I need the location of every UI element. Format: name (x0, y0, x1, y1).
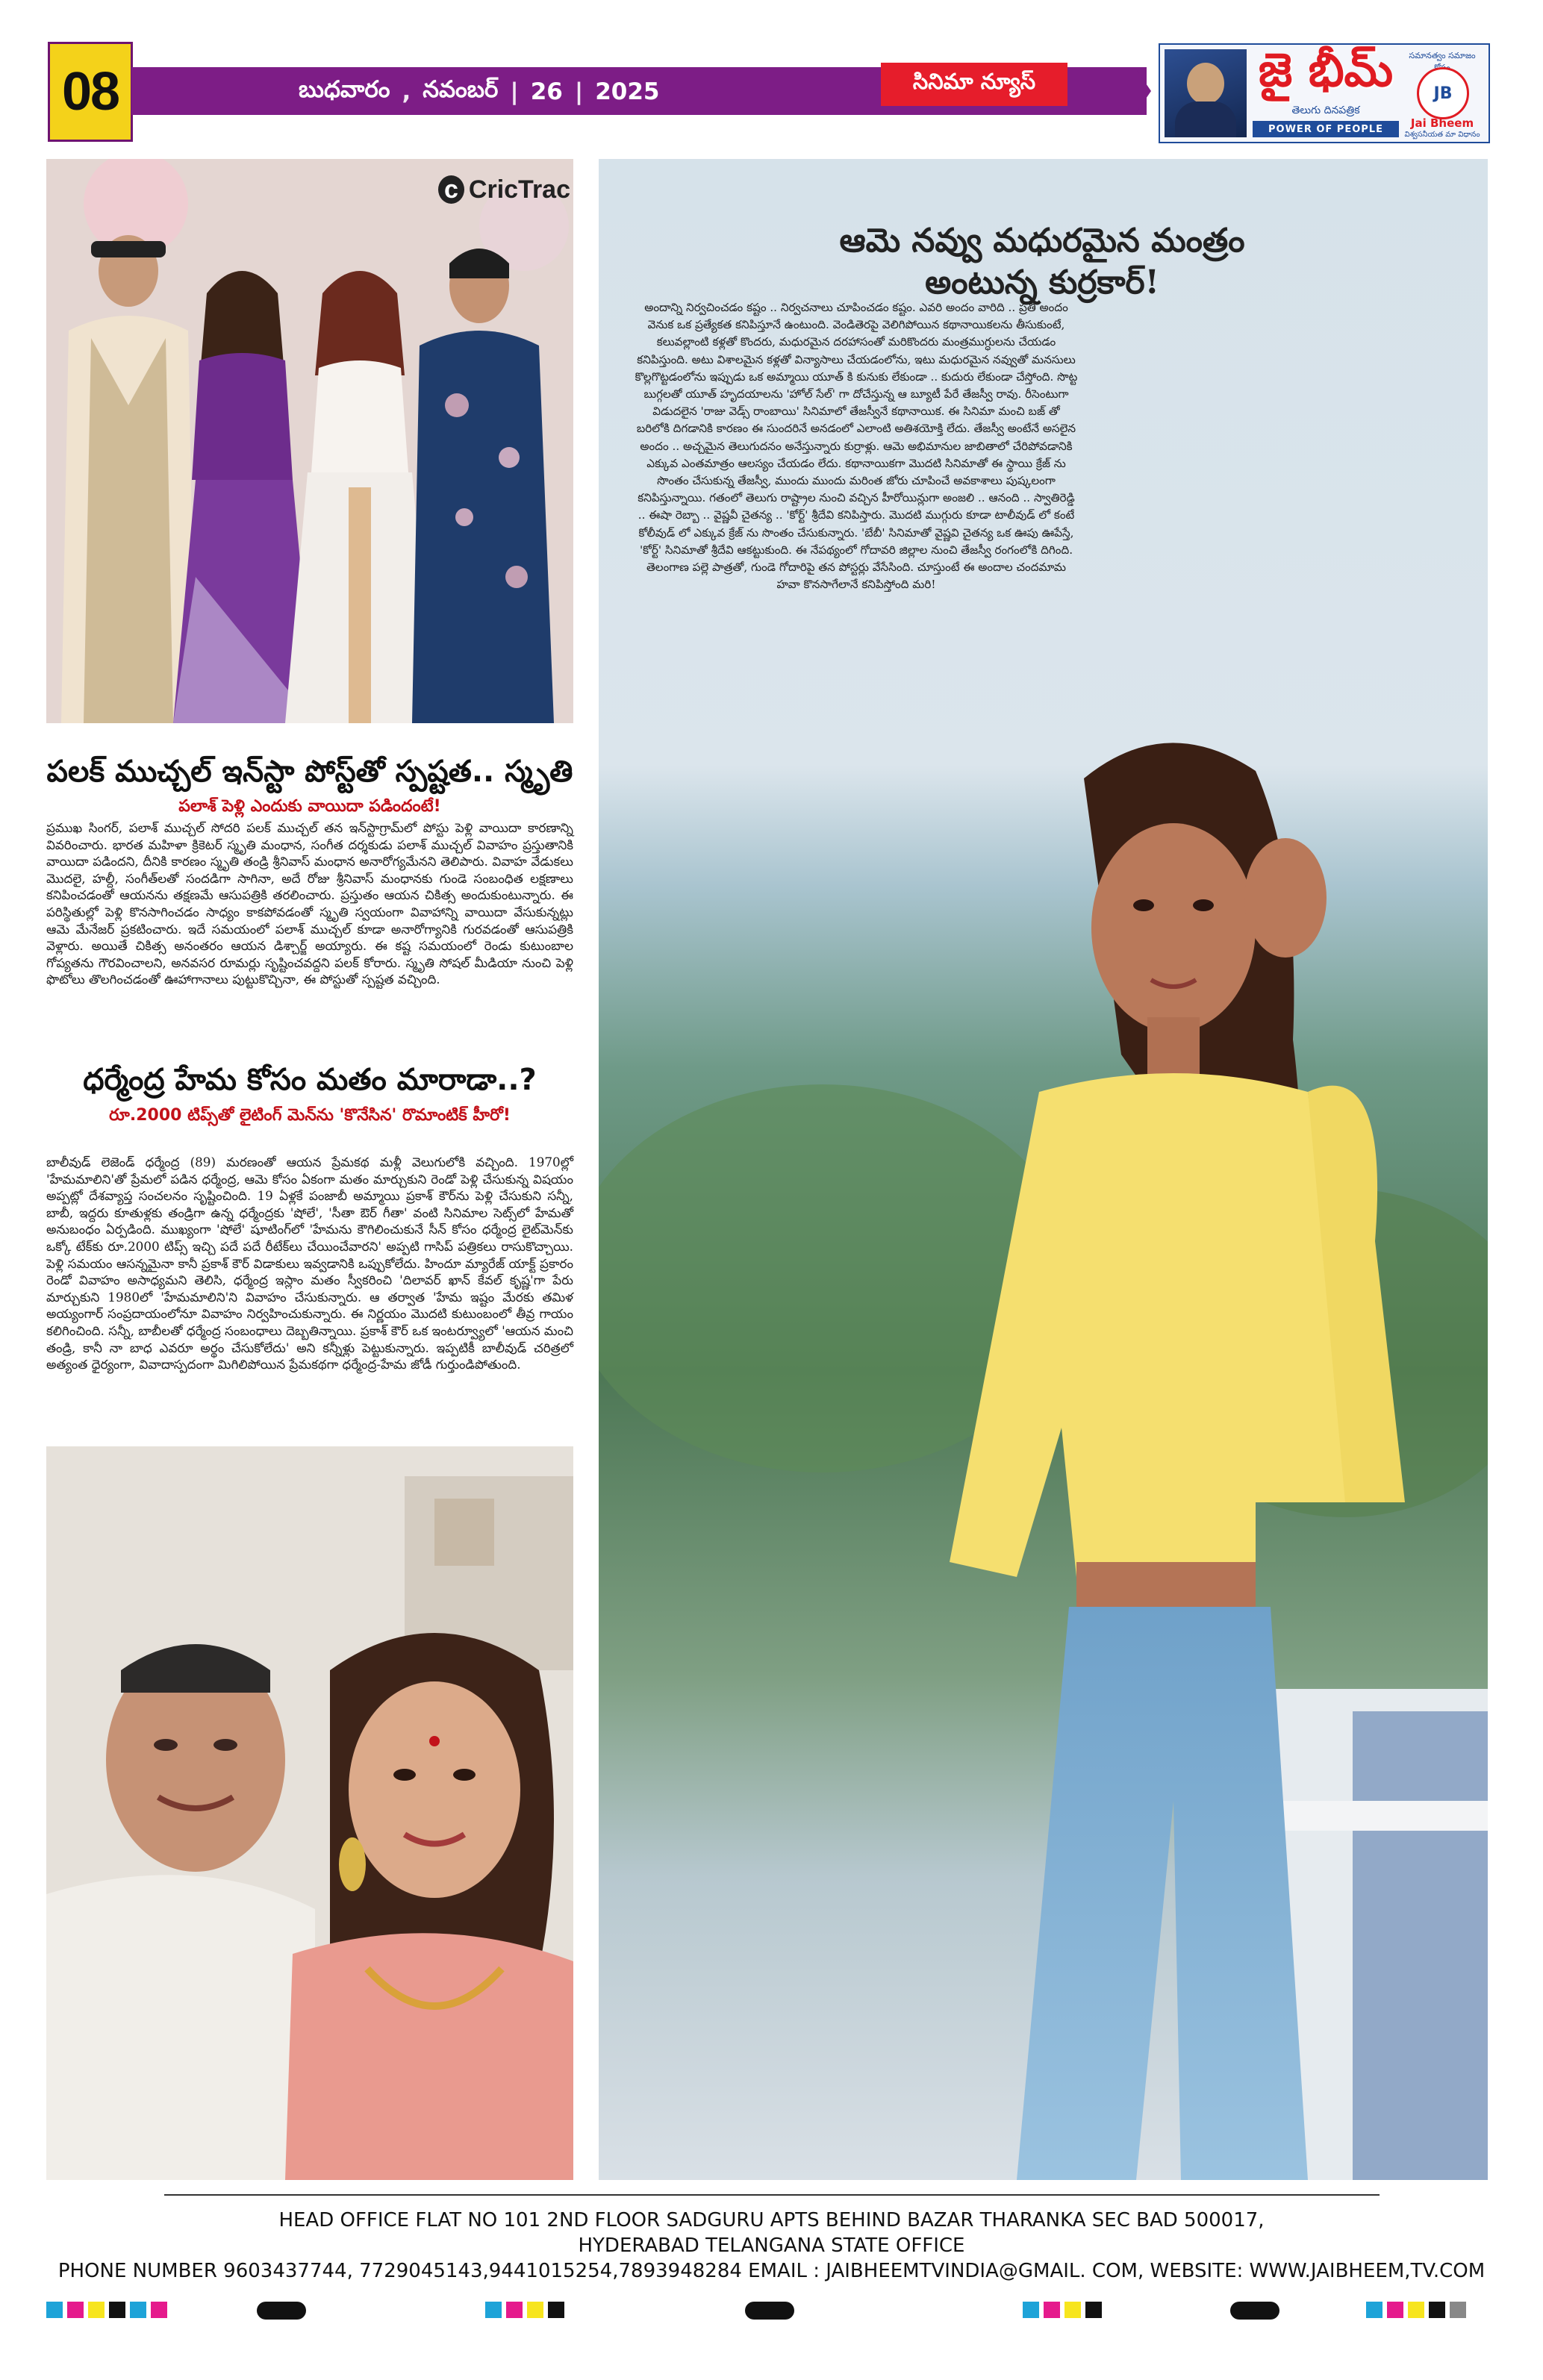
yellow-swatch (527, 2302, 543, 2318)
palak-article-body: ప్రముఖ సింగర్, పలాశ్ ముచ్చల్ సోదరి పలక్ ముచ్చల్ తన ఇన్‌స్టాగ్రామ్‌లో పోస్టు పెళ్లి వాయిదా కారణాన్ని వివరించారు. భారత మహిళా క్రికెటర్ స్మృతి మంధాన, సంగీత దర్శకుడు పలాశ్ ముచ్చల్ వివాహం ప్రస్తుతానికి వాయిదా పడిందని, దీనికి కారణం స్మృతి తండ్రి శ్రీనివాస్ మంధాన అనారోగ్యమేనని తెలిపారు. వివాహ వేడుకలు మొదలై, హల్దీ, సంగీత్‌లతో సందడిగా సాగినా, అదే రోజు శ్రీనివాస్ మంధానకు గుండె సంబంధిత లక్షణాలు కనిపించడంతో ఆయనను తక్షణమే ఆసుపత్రికి తరలించారు. ప్రస్తుతం ఆయన చికిత్స అందుకుంటున్నారు. ఈ పరిస్థితుల్లో పెళ్లి కొనసాగించడం సాధ్యం కాకపోవడంతో స్మృతి స్వయంగా వివాహాన్ని వాయిదా వేసుకున్నట్లు ఆమె మేనేజర్ ప్రకటించారు. ఇదే సమయంలో పలాశ్ ముచ్చల్ కూడా అనారోగ్యానికి గురవడంతో ఆసుపత్రికి వెళ్లారు. అయితే చికిత్స అనంతరం ఆయన డిశ్చార్జ్ అయ్యారు. ఈ కష్ట సమయంలో రెండు కుటుంబాల గోప్యతను గౌరవించాలని, అనవసర రూమర్లు సృష్టించవద్దని పలక్ కోరారు. స్మృతి సోషల్ మీడియా నుంచి పెళ్లి ఫొటోలు తొలగించడంతో ఊహాగానాలు పుట్టుకొచ్చినా, ఈ పోస్టుతో స్పష్టత వచ్చింది. (46, 820, 573, 987)
dharmendra-article-body: బాలీవుడ్ లెజెండ్ ధర్మేంద్ర (89) మరణంతో ఆయన ప్రేమకథ మళ్లీ వెలుగులోకి వచ్చింది. 1970ల్లో 'హేమమాలిని'తో ప్రేమలో పడిన ధర్మేంద్ర, ఆమె కోసం ఏకంగా మతం మార్చుకుని రెండో పెళ్లి చేసుకున్న విషయం అప్పట్లో దేశవ్యాప్త సంచలనం సృష్టించింది. 19 ఏళ్లకే పంజాబీ అమ్మాయి ప్రకాశ్ కౌర్‌ను పెళ్లి చేసుకుని సన్నీ, బాబీ, ఇద్దరు కూతుళ్లకు తండ్రిగా ఉన్న ధర్మేంద్రకు 'షోలే', 'సీతా ఔర్ గీతా' వంటి సినిమాల సెట్స్‌లో హేమతో అనుబంధం ఏర్పడింది. ముఖ్యంగా 'షోలే' షూటింగ్‌లో 'హేమను కౌగిలించుకునే సీన్ కోసం ధర్మేంద్ర లైట్‌మెన్‌కు ఒక్కో టేక్‌కు రూ.2000 టిప్స్ ఇచ్చి పదే పదే రీటేక్‌లు చేయించేవారని' అప్పటి గాసిప్ పత్రికలు రాసుకొచ్చాయి. పెళ్లి సమయం ఆసన్నమైనా కానీ ప్రకాశ్ కౌర్ విడాకులు ఇవ్వడానికి ఒప్పుకోలేదు. హిందూ మ్యారేజ్ యాక్ట్ ప్రకారం రెండో వివాహం అసాధ్యమని తెలిసి, ధర్మేంద్ర ఇస్లాం మతం స్వీకరించి 'దిలావర్ ఖాన్ కేవల్ కృష్ణ'గా పేరు మార్చుకుని 1980లో 'హేమమాలిని'ని వివాహం చేసుకున్నారు. ఆ తర్వాత 'హేమ ఇష్టం మేరకు తమిళ అయ్యంగార్ సంప్రదాయంలోనూ వివాహం నిర్వహించుకున్నారు. ఈ నిర్ణయం మొదటి కుటుంబంలో తీవ్ర గాయం కలిగించింది. సన్నీ, బాబీలతో ధర్మేంద్ర సంబంధాలు దెబ్బతిన్నాయి. ప్రకాశ్ కౌర్ ఒక ఇంటర్వ్యూలో 'ఆయన మంచి తండ్రి, కానీ నా బాధ ఎవరూ అర్థం చేసుకోలేదు' అని కన్నీళ్లు పెట్టుకున్నారు. ఇప్పటికీ బాలీవుడ్ చరిత్రలో అత్యంత ధైర్యంగా, వివాదాస్పదంగా మిగిలిపోయిన ప్రేమకథగా ధర్మేంద్ర-హేమ జోడీ గుర్తుండిపోతుంది. (46, 1155, 573, 1372)
couple-photo (46, 1446, 573, 2180)
wedding-photo-illustration (46, 159, 573, 723)
yellow-swatch (1408, 2302, 1424, 2318)
footer-divider (164, 2194, 1380, 2196)
registration-bar (745, 2302, 794, 2320)
dharmendra-subhead: రూ.2000 టిప్స్‌తో లైటింగ్ మెన్‌ను 'కొనేసిన' రొమాంటిక్ హీరో! (109, 1106, 511, 1125)
color-registration-marks (485, 2302, 564, 2320)
gray-swatch (1450, 2302, 1466, 2318)
cyan-swatch (46, 2302, 63, 2318)
date-number: 26 (530, 78, 563, 105)
masthead-footer-tag: విశ్వసనీయత మా విధానం (1404, 131, 1480, 139)
section-tag: సినిమా న్యూస్ (881, 63, 1067, 106)
date-day: బుధవారం (299, 75, 390, 103)
palak-headline: పలక్ ముచ్చల్ ఇన్‌స్టా పోస్ట్‌తో స్పష్టత.. స్మృతి (46, 755, 573, 789)
masthead-power-strip: POWER OF PEOPLE (1253, 121, 1399, 137)
cyan-swatch (1023, 2302, 1039, 2318)
magenta-swatch (1387, 2302, 1403, 2318)
actress-headline (617, 220, 1468, 304)
registration-bar (1230, 2302, 1279, 2320)
wedding-group-photo (46, 159, 573, 723)
color-registration-marks (46, 2302, 167, 2320)
date-separator: | (574, 78, 584, 105)
dharmendra-headline: ధర్మేంద్ర హేమ కోసం మతం మారాడా..? (83, 1063, 537, 1097)
black-swatch (109, 2302, 125, 2318)
cyan-swatch (130, 2302, 146, 2318)
palak-subhead: పలాశ్ పెళ్లి ఎందుకు వాయిదా పడిందంటే! (178, 797, 441, 816)
black-swatch (1085, 2302, 1102, 2318)
date-year: 2025 (595, 78, 660, 105)
magenta-swatch (151, 2302, 167, 2318)
header-bar-end (1135, 67, 1151, 115)
magenta-swatch (1044, 2302, 1060, 2318)
masthead-logo (1159, 43, 1490, 143)
registration-bar (257, 2302, 306, 2320)
black-swatch (1429, 2302, 1445, 2318)
footer-office: HYDERABAD TELANGANA STATE OFFICE (578, 2234, 965, 2257)
yellow-swatch (88, 2302, 105, 2318)
yellow-swatch (1064, 2302, 1081, 2318)
jai-bheem-emblem-icon: JB (1417, 67, 1469, 119)
masthead-tagline: సమానత్వం సమాజం (1409, 51, 1476, 60)
magenta-swatch (67, 2302, 84, 2318)
footer-address: HEAD OFFICE FLAT NO 101 2ND FLOOR SADGURU APTS BEHIND BAZAR THARANKA SEC BAD 500017, (278, 2209, 1265, 2231)
magenta-swatch (506, 2302, 523, 2318)
photo-watermark: c CricTrac (438, 175, 570, 204)
masthead-logo-text: Jai Bheem (1410, 116, 1474, 130)
date-separator: | (510, 78, 519, 105)
black-swatch (548, 2302, 564, 2318)
cyan-swatch (485, 2302, 502, 2318)
couple-photo-illustration (46, 1446, 573, 2180)
masthead-portrait (1165, 49, 1247, 137)
actress-headline-line: ఆమె నవ్వు మధురమైన మంత్రం (839, 222, 1245, 260)
footer-contact: PHONE NUMBER 9603437744, 7729045143,9441015254,7893948284 EMAIL : JAIBHEEMTVINDIA@GMAIL. COM, WEBSITE: WWW.JAIBHEEM,TV.COM (57, 2260, 1486, 2282)
actress-headline-line: అంటున్న కుర్రకార్! (925, 263, 1159, 302)
date-separator: , (402, 78, 411, 105)
page-number: 08 (48, 42, 133, 142)
color-registration-marks (1366, 2302, 1466, 2320)
issue-date (299, 72, 659, 112)
masthead-title: జై భీమ్ (1258, 43, 1394, 97)
masthead-subtitle: తెలుగు దినపత్రిక (1291, 104, 1360, 116)
date-month: నవంబర్ (423, 75, 499, 103)
color-registration-marks (1023, 2302, 1102, 2320)
actress-article-body: అందాన్ని నిర్వచించడం కష్టం .. నిర్వచనాలు చూపించడం కష్టం. ఎవరి అందం వారిది .. ప్రతి అందం వెనుక ఒక ప్రత్యేకత కనిపిస్తూనే ఉంటుంది. వెండితెరపై వెలిగిపోయిన కథానాయికలను తీసుకుంటే, కలువల్లాంటి కళ్లతో కొందరు, మధురమైన దరహాసంతో మరికొందరు మంత్రముగ్ధులను చేయడం కనిపిస్తుంది. అటు విశాలమైన కళ్లతో విన్యాసాలు చేయడంలోను, ఇటు మధురమైన నవ్వుతో మనసులు కొల్లగొట్టడంలోను ఇప్పుడు ఒక అమ్మాయి యూత్ కి కునుకు లేకుండా .. కుదురు లేకుండా చేస్తోంది. సొట్ట బుగ్గలతో యూత్ హృదయాలను 'హోల్ సేల్' గా దోచేస్తున్న ఆ బ్యూటీ పేరే తేజస్వీ రావు. రీసెంటుగా విడుదలైన 'రాజు వెడ్స్ రాంబాయి' సినిమాలో తేజస్వీనే కథానాయిక. ఈ సినిమా మంచి బజ్ తో బరిలోకి దిగడానికి కారణం ఈ సుందరినే అనడంలో ఎలాంటి అతిశయోక్తి లేదు. తేజస్వీ అంటేనే అసలైన అందం .. అచ్చమైన తెలుగుదనం అనేస్తున్నారు కుర్రాళ్లు. ఆమె అభిమానుల జాబితాలో చేరిపోవడానికి ఎక్కువ ఎంతమాత్రం ఆలస్యం చేయడం లేదు. కథానాయికగా మొదటి సినిమాతో ఈ స్థాయి క్రేజ్ ను సొంతం చేసుకున్న తేజస్వీ, ముందు ముందు మరింత జోరు చూపించే అవకాశాలు పుష్కలంగా కనిపిస్తున్నాయి. గతంలో తెలుగు రాష్ట్రాల నుంచి వచ్చిన హీరోయిన్లుగా అంజలి .. ఆనంది .. స్వాతిరెడ్డి .. ఈషా రెబ్బా .. వైష్ణవీ చైతన్య .. 'కోర్ట్' శ్రీదేవి కనిపిస్తారు. మొదటి ముగ్గురు కూడా టాలీవుడ్ లో కంటే కోలీవుడ్ లో ఎక్కువ క్రేజ్ ను సొంతం చేసుకున్నారు. 'బేబీ' సినిమాతో వైష్ణవి చైతన్య ఒక ఊపు ఊపేస్తే, 'కోర్ట్' సినిమాతో శ్రీదేవి ఆకట్టుకుంది. ఈ నేపథ్యంలో గోదావరి జిల్లాల నుంచి తేజస్వీ రంగంలోకి దిగింది. తెలంగాణ పల్లె పాత్రతో, గుండె గోదారిపై తన పోస్టర్లు వేసేసింది. చూస్తుంటే ఈ అందాల చందమామ హవా కొనసాగేలానే కనిపిస్తోంది మరి! (635, 301, 1078, 592)
cyan-swatch (1366, 2302, 1383, 2318)
